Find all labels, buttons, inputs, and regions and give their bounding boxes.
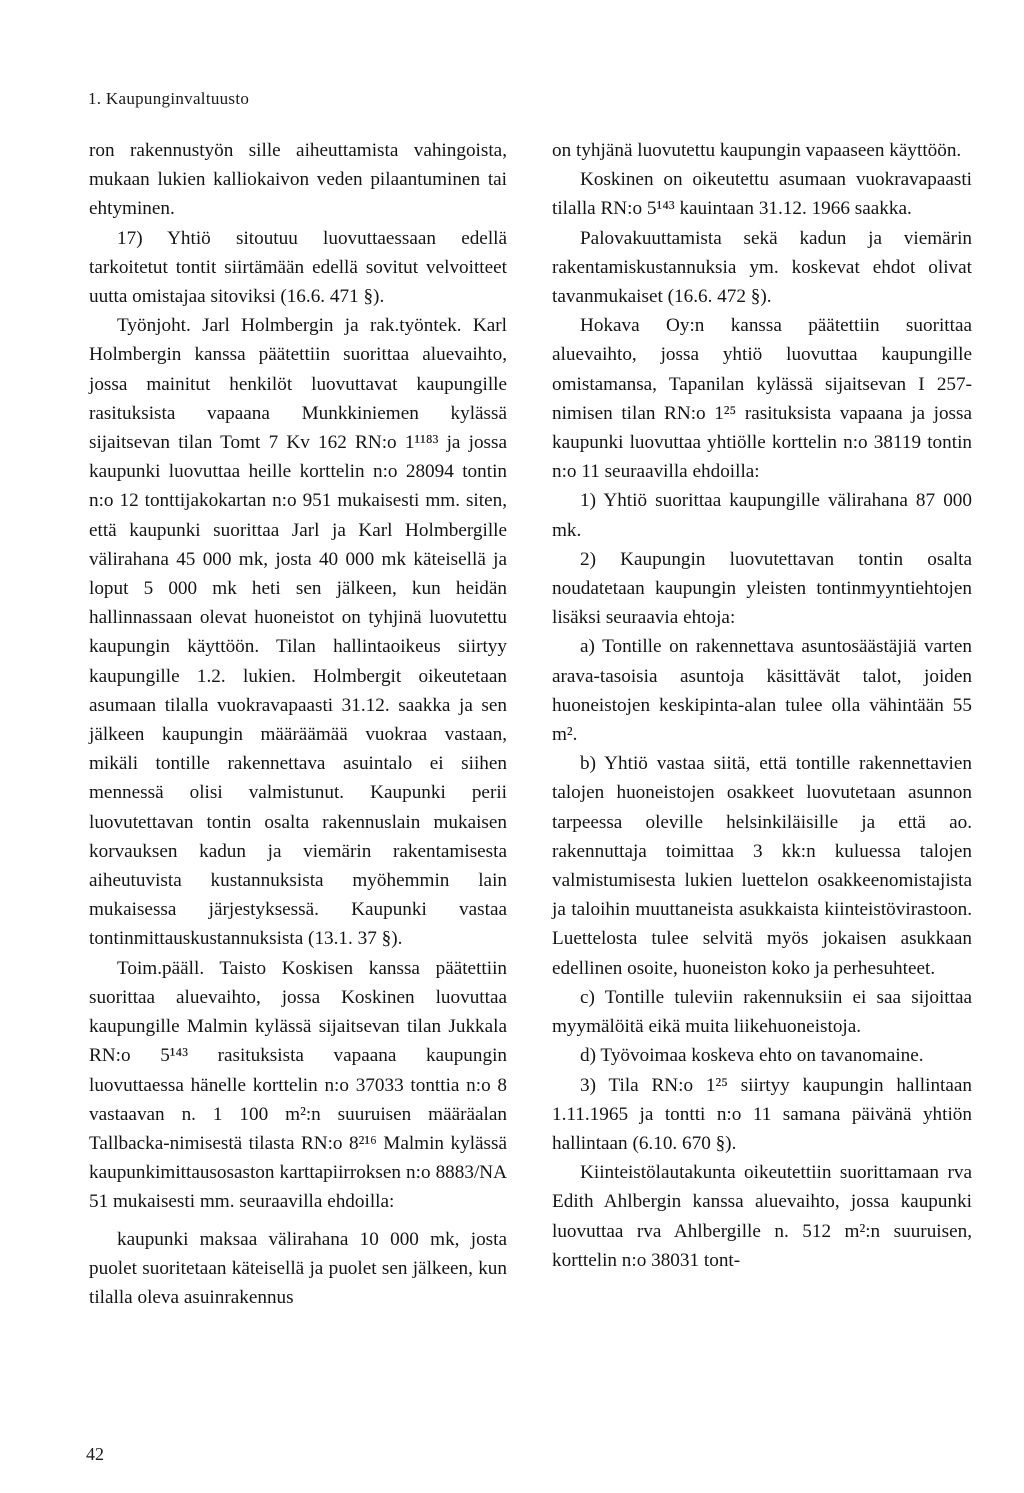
paragraph: Toim.pääll. Taisto Koskisen kanssa päätettiin suorittaa aluevaihto, jossa Koskinen luovuttaa kaupungille Malmin kylässä sijaitsevan tilan Jukkala RN:o 5¹⁴³ rasituksista vapaana kaupungin luovuttaessa hänelle korttelin n:o 37033 tonttia n:o 8 vastaavan n. 1 100 m²:n suuruisen määräalan Tallbacka-nimisestä tilasta RN:o 8²¹⁶ Malmin kylässä kaupunkimittausosaston karttapiirroksen n:o 8883/NA 51 mukaisesti mm. seuraavilla ehdoilla: [89,957,507,1213]
paragraph: Koskinen on oikeutettu asumaan vuokravapaasti tilalla RN:o 5¹⁴³ kauintaan 31.12. 1966 saakka. [552,169,972,220]
paragraph: Palovakuuttamista sekä kadun ja viemärin rakentamiskustannuksia ym. koskevat ehdot olivat tavanmukaiset (16.6. 472 §). [552,227,972,308]
paragraph: kaupunki maksaa välirahana 10 000 mk, josta puolet suoritetaan käteisellä ja puolet sen jälkeen, kun tilalla oleva asuinrakennus [89,1228,507,1308]
right-column [552,136,972,1275]
paragraph: 17) Yhtiö sitoutuu luovuttaessaan edellä tarkoitetut tontit siirtämään edellä sovitut velvoitteet uutta omistajaa sitoviksi (16.6. 471 §). [89,227,507,308]
page-number: 42 [86,1444,104,1464]
paragraph: Työnjoht. Jarl Holmbergin ja rak.työntek. Karl Holmbergin kanssa päätettiin suorittaa aluevaihto, jossa mainitut henkilöt luovuttavat kaupungille rasituksista vapaana Munkkiniemen kylässä sijaitsevan tilan Tomt 7 Kv 162 RN:o 1¹¹⁸³ ja jossa kaupunki luovuttaa heille korttelin n:o 28094 tontin n:o 12 tonttijakokartan n:o 951 mukaisesti mm. siten, että kaupunki suorittaa Jarl ja Karl Holmbergille välirahana 45 000 mk, josta 40 000 mk käteisellä ja loput 5 000 mk heti sen jälkeen, kun heidän hallinnassaan olevat huoneistot on tyhjinä luovutettu kaupungin käyttöön. Tilan hallintaoikeus siirtyy kaupungille 1.2. lukien. Holmbergit oikeutetaan asumaan tilalla vuokravapaasti 31.12. saakka ja sen jälkeen kaupungin määräämää vuokraa vastaan, mikäli tontille rakennettava asuintalo ei siihen mennessä olisi valmistunut. Kaupunki perii luovutettavan tontin osalta rakennuslain mukaisen korvauksen kadun ja viemärin rakentamisesta aiheutuvista kustannuksista myöhemmin lain mukaisessa järjestyksessä. Kaupunki vastaa tontinmittauskustannuksista (13.1. 37 §). [89,315,507,950]
paragraph: on tyhjänä luovutettu kaupungin vapaaseen käyttöön. [552,140,962,161]
left-column [89,136,507,1312]
paragraph: Kiinteistölautakunta oikeutettiin suorittamaan rva Edith Ahlbergin kanssa aluevaihto, jossa kaupunki luovuttaa rva Ahlbergille n. 512 m²:n suuruisen, korttelin n:o 38031 tont- [552,1162,972,1271]
paragraph: ron rakennustyön sille aiheuttamista vahingoista, mukaan lukien kalliokaivon veden pilaantuminen tai ehtyminen. [89,140,507,220]
paragraph: b) Yhtiö vastaa siitä, että tontille rakennettavien talojen huoneistojen osakkeet luovutetaan asunnon tarpeessa oleville helsinkiläisille ja että ao. rakennuttaja toimittaa 3 kk:n kuluessa talojen valmistumisesta lukien luettelon osakkeenomistajista ja taloihin muuttaneista asukkaista kiinteistövirastoon. Luettelosta tulee selvitä myös jokaisen asukkaan edellinen osoite, huoneiston koko ja perhesuhteet. [552,753,972,979]
paragraph: Hokava Oy:n kanssa päätettiin suorittaa aluevaihto, jossa yhtiö luovuttaa kaupungille omistamansa, Tapanilan kylässä sijaitsevan I 257-nimisen tilan RN:o 1²⁵ rasituksista vapaana ja jossa kaupunki luovuttaa yhtiölle korttelin n:o 38119 tontin n:o 11 seuraavilla ehdoilla: [552,315,972,483]
paragraph: 1) Yhtiö suorittaa kaupungille välirahana 87 000 mk. [552,490,972,541]
paragraph: 3) Tila RN:o 1²⁵ siirtyy kaupungin hallintaan 1.11.1965 ja tontti n:o 11 samana päivänä yhtiön hallintaan (6.10. 670 §). [552,1074,972,1154]
running-head: 1. Kaupunginvaltuusto [88,89,250,108]
paragraph: 2) Kaupungin luovutettavan tontin osalta noudatetaan kaupungin yleisten tontinmyyntiehtojen lisäksi seuraavia ehtoja: [552,548,972,629]
paragraph: d) Työvoimaa koskeva ehto on tavanomaine. [580,1045,924,1067]
paragraph: a) Tontille on rakennettava asuntosäästäjiä varten arava-tasoisia asuntoja käsittävät talot, joiden huoneistojen keskipinta-alan tulee olla vähintään 55 m². [552,636,972,746]
paragraph: c) Tontille tuleviin rakennuksiin ei saa sijoittaa myymälöitä eikä muita liikehuoneistoja. [552,986,972,1038]
